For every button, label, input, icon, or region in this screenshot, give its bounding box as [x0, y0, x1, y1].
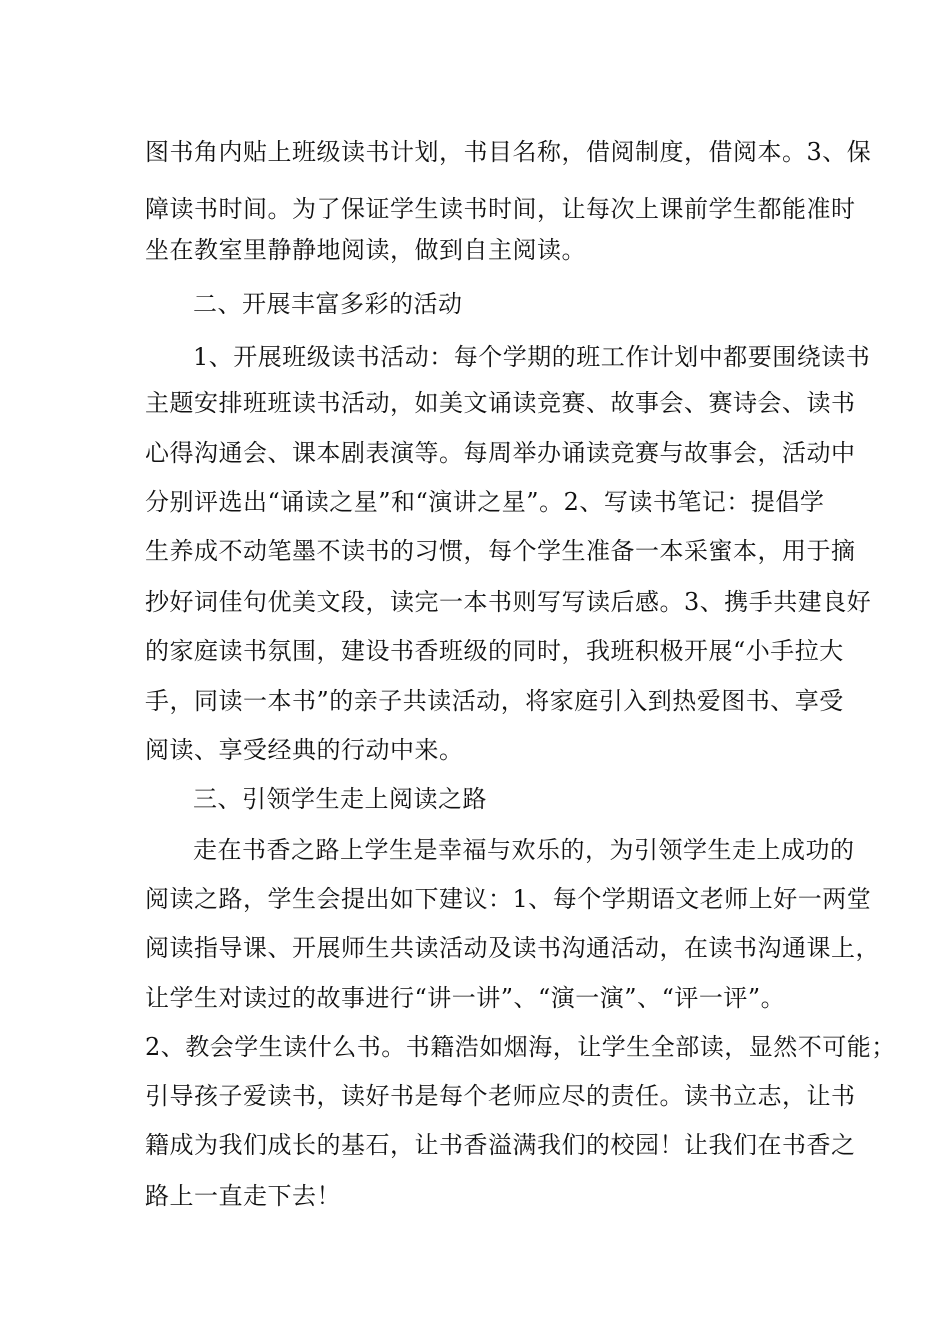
paragraph-3-line-1: 走在书香之路上学生是幸福与欢乐的，为引领学生走上成功的 [193, 836, 855, 864]
paragraph-2-line-3: 心得沟通会、课本剧表演等。每周举办诵读竞赛与故事会，活动中 [145, 439, 856, 467]
paragraph-3-line-7: 籍成为我们成长的基石，让书香溢满我们的校园！让我们在书香之 [145, 1131, 856, 1159]
section-heading-3: 三、引领学生走上阅读之路 [193, 785, 487, 813]
paragraph-2-line-4: 分别评选出“诵读之星”和“演讲之星”。2、写读书笔记：提倡学 [145, 488, 825, 516]
paragraph-3-line-5: 2、教会学生读什么书。书籍浩如烟海，让学生全部读，显然不可能； [145, 1033, 896, 1061]
paragraph-2-line-5: 生养成不动笔墨不读书的习惯，每个学生准备一本采蜜本，用于摘 [145, 537, 856, 565]
paragraph-2-line-8: 手，同读一本书”的亲子共读活动，将家庭引入到热爱图书、享受 [145, 687, 844, 715]
paragraph-3-line-3: 阅读指导课、开展师生共读活动及读书沟通活动，在读书沟通课上， [145, 934, 880, 962]
paragraph-2-line-6: 抄好词佳句优美文段，读完一本书则写写读后感。3、携手共建良好 [145, 588, 872, 616]
paragraph-3-line-6: 引导孩子爱读书，读好书是每个老师应尽的责任。读书立志，让书 [145, 1082, 856, 1110]
paragraph-3-line-4: 让学生对读过的故事进行“讲一讲”、“演一演”、“评一评”。 [145, 984, 786, 1012]
paragraph-3-line-2: 阅读之路，学生会提出如下建议：1、每个学期语文老师上好一两堂 [145, 885, 872, 913]
section-heading-2: 二、开展丰富多彩的活动 [193, 290, 463, 318]
paragraph-2-line-9: 阅读、享受经典的行动中来。 [145, 736, 464, 764]
paragraph-1-line-1: 图书角内贴上班级读书计划，书目名称，借阅制度，借阅本。3、保 [145, 138, 872, 166]
paragraph-2-line-7: 的家庭读书氛围，建设书香班级的同时，我班积极开展“小手拉大 [145, 637, 844, 665]
paragraph-1-line-3: 坐在教室里静静地阅读，做到自主阅读。 [145, 236, 586, 264]
paragraph-2-line-2: 主题安排班班读书活动，如美文诵读竞赛、故事会、赛诗会、读书 [145, 389, 856, 417]
paragraph-2-line-1: 1、开展班级读书活动：每个学期的班工作计划中都要围绕读书 [193, 343, 871, 371]
paragraph-1-line-2: 障读书时间。为了保证学生读书时间，让每次上课前学生都能准时 [145, 195, 856, 223]
paragraph-3-line-8: 路上一直走下去！ [145, 1182, 341, 1210]
